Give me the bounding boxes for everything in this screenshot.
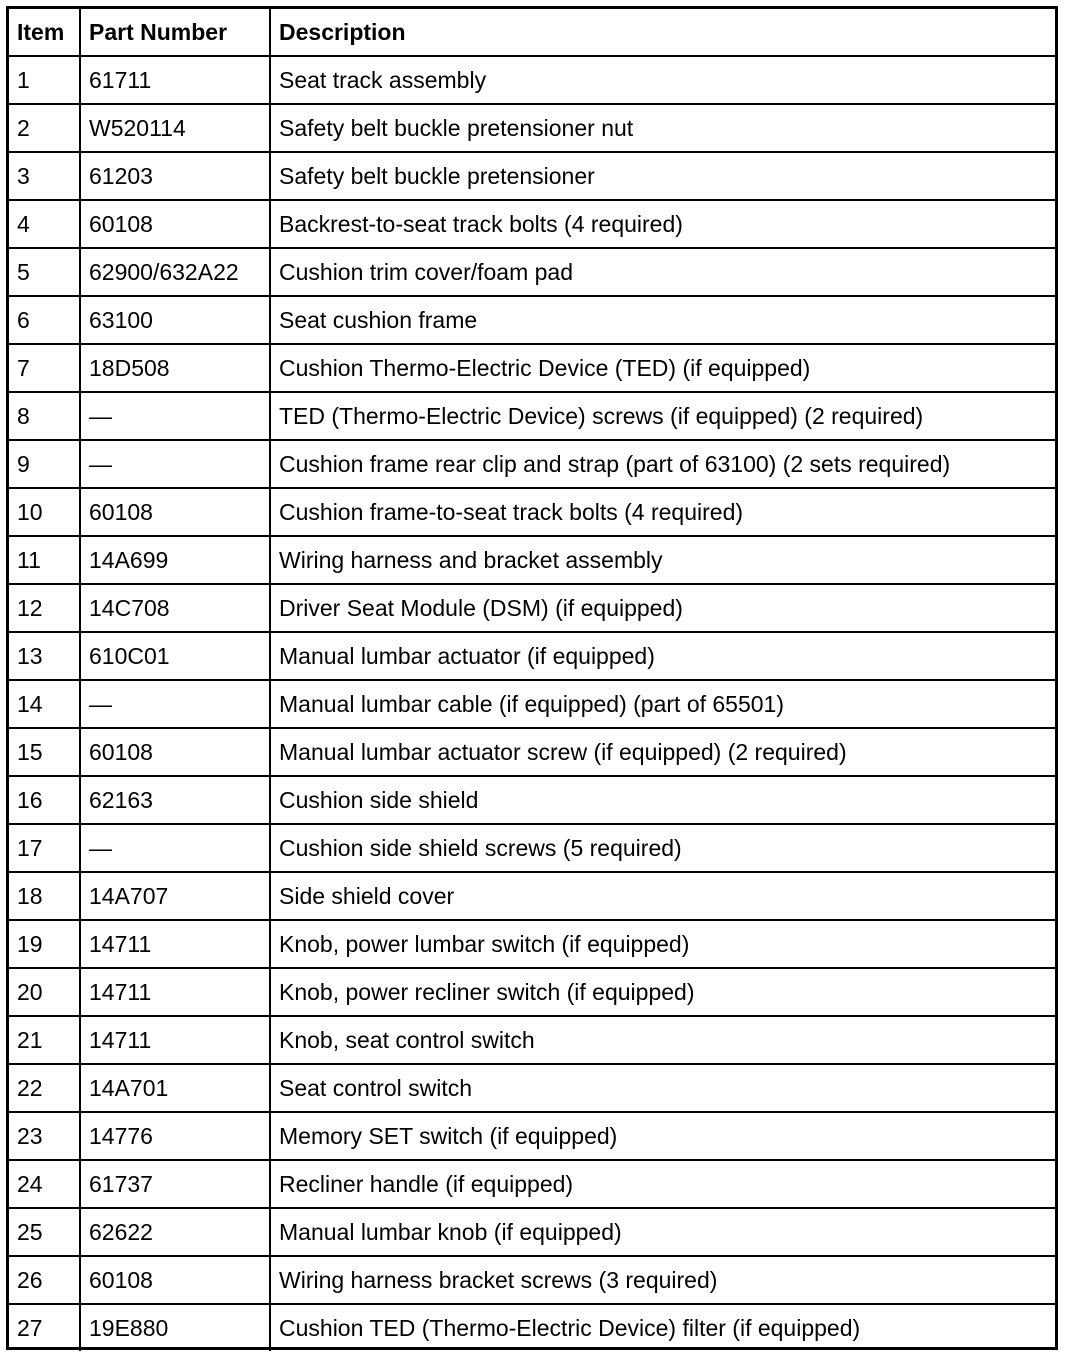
item-number-cell: 16 [9, 776, 80, 824]
item-number-cell: 10 [9, 488, 80, 536]
item-number-cell: 4 [9, 200, 80, 248]
table-row [9, 824, 1055, 872]
table-row [9, 1256, 1055, 1304]
table-row [9, 488, 1055, 536]
table-row [9, 1112, 1055, 1160]
description-cell: Cushion frame-to-seat track bolts (4 required) [270, 488, 1055, 536]
table-row [9, 1160, 1055, 1208]
table-row [9, 1064, 1055, 1112]
description-cell: Safety belt buckle pretensioner nut [270, 104, 1055, 152]
table-row [9, 536, 1055, 584]
description-cell: Seat control switch [270, 1064, 1055, 1112]
item-number-cell: 15 [9, 728, 80, 776]
table-row [9, 344, 1055, 392]
description-cell: Knob, power lumbar switch (if equipped) [270, 920, 1055, 968]
item-number-cell: 2 [9, 104, 80, 152]
description-cell: Cushion side shield screws (5 required) [270, 824, 1055, 872]
part-number-cell: 14A701 [80, 1064, 270, 1112]
description-cell: Recliner handle (if equipped) [270, 1160, 1055, 1208]
item-number-cell: 19 [9, 920, 80, 968]
item-number-cell: 12 [9, 584, 80, 632]
description-cell: Knob, seat control switch [270, 1016, 1055, 1064]
description-cell: Memory SET switch (if equipped) [270, 1112, 1055, 1160]
item-number-cell: 5 [9, 248, 80, 296]
item-number-cell: 3 [9, 152, 80, 200]
table-row [9, 392, 1055, 440]
item-number-cell: 26 [9, 1256, 80, 1304]
table-row [9, 248, 1055, 296]
table-row [9, 584, 1055, 632]
item-number-cell: 13 [9, 632, 80, 680]
part-number-cell: — [80, 392, 270, 440]
item-number-cell: 23 [9, 1112, 80, 1160]
description-cell: Wiring harness and bracket assembly [270, 536, 1055, 584]
description-cell: TED (Thermo-Electric Device) screws (if equipped) (2 required) [270, 392, 1055, 440]
part-number-cell: 60108 [80, 200, 270, 248]
table-row [9, 1016, 1055, 1064]
description-cell: Safety belt buckle pretensioner [270, 152, 1055, 200]
description-cell: Knob, power recliner switch (if equipped) [270, 968, 1055, 1016]
description-cell: Manual lumbar cable (if equipped) (part of 65501) [270, 680, 1055, 728]
description-cell: Manual lumbar actuator screw (if equipped) (2 required) [270, 728, 1055, 776]
description-cell: Seat cushion frame [270, 296, 1055, 344]
part-number-cell: 14711 [80, 968, 270, 1016]
item-number-cell: 8 [9, 392, 80, 440]
part-number-cell: 610C01 [80, 632, 270, 680]
table-row [9, 296, 1055, 344]
part-number-cell: 60108 [80, 488, 270, 536]
item-number-cell: 27 [9, 1304, 80, 1351]
item-number-cell: 24 [9, 1160, 80, 1208]
table-row [9, 680, 1055, 728]
table-row [9, 776, 1055, 824]
table-row [9, 104, 1055, 152]
part-number-cell: 62163 [80, 776, 270, 824]
item-number-cell: 17 [9, 824, 80, 872]
part-number-cell: 60108 [80, 728, 270, 776]
part-number-cell: W520114 [80, 104, 270, 152]
table-row [9, 56, 1055, 104]
table-row [9, 1208, 1055, 1256]
description-cell: Seat track assembly [270, 56, 1055, 104]
part-number-cell: 62622 [80, 1208, 270, 1256]
item-number-cell: 25 [9, 1208, 80, 1256]
description-cell: Side shield cover [270, 872, 1055, 920]
description-cell: Backrest-to-seat track bolts (4 required) [270, 200, 1055, 248]
description-cell: Driver Seat Module (DSM) (if equipped) [270, 584, 1055, 632]
item-number-cell: 7 [9, 344, 80, 392]
header-part-number: Part Number [80, 9, 270, 56]
part-number-cell: — [80, 824, 270, 872]
part-number-cell: 62900/632A22 [80, 248, 270, 296]
part-number-cell: 61203 [80, 152, 270, 200]
part-number-cell: 14776 [80, 1112, 270, 1160]
header-row [9, 9, 1055, 56]
part-number-cell: 61711 [80, 56, 270, 104]
parts-table [9, 9, 1055, 1351]
item-number-cell: 22 [9, 1064, 80, 1112]
part-number-cell: 14C708 [80, 584, 270, 632]
table-row [9, 200, 1055, 248]
description-cell: Manual lumbar knob (if equipped) [270, 1208, 1055, 1256]
part-number-cell: 60108 [80, 1256, 270, 1304]
item-number-cell: 20 [9, 968, 80, 1016]
item-number-cell: 21 [9, 1016, 80, 1064]
table-row [9, 728, 1055, 776]
part-number-cell: — [80, 440, 270, 488]
description-cell: Cushion frame rear clip and strap (part of 63100) (2 sets required) [270, 440, 1055, 488]
description-cell: Cushion side shield [270, 776, 1055, 824]
table-row [9, 1304, 1055, 1351]
part-number-cell: 61737 [80, 1160, 270, 1208]
table-row [9, 920, 1055, 968]
description-cell: Manual lumbar actuator (if equipped) [270, 632, 1055, 680]
part-number-cell: 63100 [80, 296, 270, 344]
item-number-cell: 1 [9, 56, 80, 104]
description-cell: Wiring harness bracket screws (3 required) [270, 1256, 1055, 1304]
part-number-cell: 14A707 [80, 872, 270, 920]
parts-table-frame [6, 6, 1058, 1350]
item-number-cell: 18 [9, 872, 80, 920]
part-number-cell: 14711 [80, 920, 270, 968]
table-row [9, 872, 1055, 920]
table-row [9, 440, 1055, 488]
item-number-cell: 6 [9, 296, 80, 344]
part-number-cell: — [80, 680, 270, 728]
item-number-cell: 9 [9, 440, 80, 488]
table-row [9, 968, 1055, 1016]
item-number-cell: 14 [9, 680, 80, 728]
part-number-cell: 19E880 [80, 1304, 270, 1351]
table-row [9, 632, 1055, 680]
item-number-cell: 11 [9, 536, 80, 584]
part-number-cell: 18D508 [80, 344, 270, 392]
table-row [9, 152, 1055, 200]
description-cell: Cushion trim cover/foam pad [270, 248, 1055, 296]
description-cell: Cushion Thermo-Electric Device (TED) (if equipped) [270, 344, 1055, 392]
description-cell: Cushion TED (Thermo-Electric Device) filter (if equipped) [270, 1304, 1055, 1351]
part-number-cell: 14711 [80, 1016, 270, 1064]
header-item: Item [9, 9, 80, 56]
part-number-cell: 14A699 [80, 536, 270, 584]
header-description: Description [270, 9, 1055, 56]
